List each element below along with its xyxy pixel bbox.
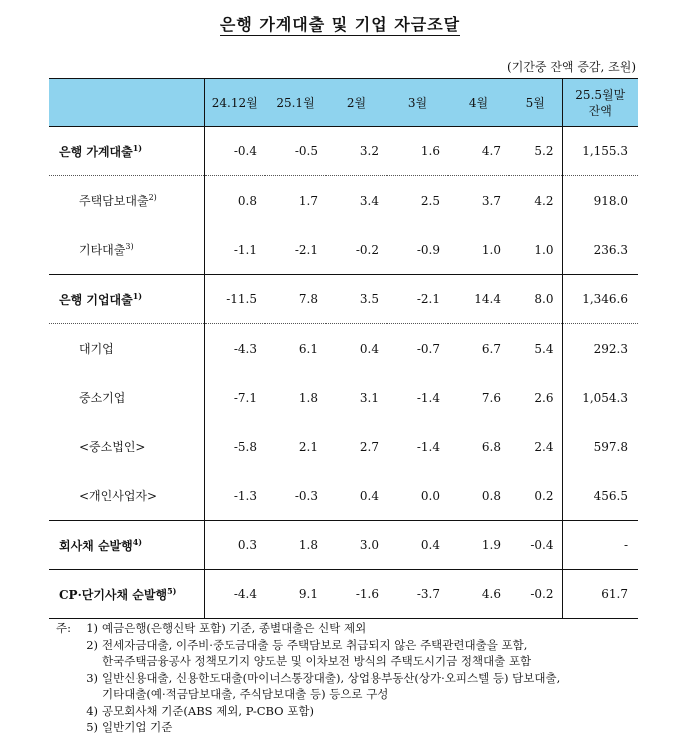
loan-table: [49, 78, 638, 619]
table-row: [49, 176, 638, 226]
value-cell: -1.3: [204, 471, 265, 521]
value-cell: 1.0: [448, 225, 509, 275]
footnote-text: 전세자금대출, 이주비·중도금대출 등 주택담보로 취급되지 않은 주택관련대출을 포함,: [102, 637, 528, 652]
col-header: 2월: [326, 79, 387, 127]
value-cell: 1.0: [509, 225, 562, 275]
value-cell: 5.2: [509, 127, 562, 176]
value-cell: 4.2: [534, 193, 554, 208]
footnote-text: 일반기업 기준: [102, 720, 173, 734]
value-cell: -0.4: [204, 127, 265, 176]
value-cell: 0.2: [509, 471, 562, 521]
balance-header-line2: 잔액: [588, 103, 612, 118]
value-cell: 7.8: [265, 275, 326, 324]
col-header: 4월: [448, 79, 509, 127]
value-cell: -1.1: [204, 225, 265, 275]
footnote-text: 일반신용대출, 신용한도대출(마이너스통장대출), 상업용부동산(상가·오피스텔 등) 담보대출,: [102, 670, 561, 685]
balance-cell: 918.0: [562, 176, 638, 226]
value-cell: -0.2: [326, 225, 387, 275]
value-cell: 2.1: [298, 439, 318, 454]
row-label: [49, 521, 204, 570]
row-label: [49, 127, 204, 176]
row-label-text: <개인사업자>: [79, 489, 158, 503]
table-row: [49, 521, 638, 570]
table-row: [49, 471, 638, 521]
footnotes: [56, 620, 560, 736]
value-cell: 3.1: [359, 390, 379, 405]
value-cell: -1.4: [416, 439, 440, 454]
footnote-number: 5): [86, 720, 98, 734]
value-cell: -0.4: [509, 521, 562, 570]
footnote: [56, 703, 560, 720]
balance-cell: 1,346.6: [562, 275, 638, 324]
value-cell: 0.3: [204, 521, 265, 570]
value-cell: 14.4: [448, 275, 509, 324]
value-cell: 2.4: [534, 439, 554, 454]
value-cell: -0.5: [265, 127, 326, 176]
row-label-text: 기타대출: [79, 243, 126, 257]
footnote-number: 2): [86, 637, 98, 652]
value-cell: -1.6: [326, 570, 387, 619]
footnote-number: 1): [86, 621, 98, 635]
value-cell: 3.7: [481, 193, 501, 208]
value-cell: 1.6: [387, 127, 448, 176]
value-cell: -0.9: [387, 225, 448, 275]
row-label-text: 중소기업: [79, 391, 126, 405]
row-label: [49, 324, 204, 374]
balance-cell: -: [562, 521, 638, 570]
footnote-ref: 3): [125, 242, 134, 251]
value-cell: 3.2: [326, 127, 387, 176]
row-label: [49, 225, 204, 275]
row-label-text: <중소법인>: [79, 440, 146, 454]
value-cell: 0.4: [387, 521, 448, 570]
col-header: 3월: [387, 79, 448, 127]
value-cell: 7.6: [481, 390, 501, 405]
balance-cell: 597.8: [562, 422, 638, 471]
footnote-ref: 1): [132, 290, 143, 301]
table-row: [49, 127, 638, 176]
value-cell: 0.8: [237, 193, 257, 208]
row-label-text: 대기업: [79, 342, 114, 356]
balance-cell: 236.3: [562, 225, 638, 275]
footnote-ref: 4): [132, 536, 143, 547]
balance-header-line1: 25.5월말: [575, 87, 626, 102]
row-label-text: 은행 가계대출: [59, 144, 133, 159]
balance-cell: 61.7: [562, 570, 638, 619]
footnote: [56, 719, 560, 736]
value-cell: 1.8: [265, 521, 326, 570]
value-cell: 6.8: [481, 439, 501, 454]
balance-cell: 456.5: [562, 471, 638, 521]
balance-cell: 1,054.3: [562, 373, 638, 422]
balance-cell: 1,155.3: [562, 127, 638, 176]
value-cell: -0.3: [265, 471, 326, 521]
value-cell: 3.0: [326, 521, 387, 570]
value-cell: 0.4: [326, 471, 387, 521]
row-label: [49, 422, 204, 471]
footnote-text: 예금은행(은행신탁 포함) 기준, 종별대출은 신탁 제외: [102, 621, 367, 635]
row-label: [49, 471, 204, 521]
footnote-continuation: 기타대출(예·적금담보대출, 주식담보대출 등) 등으로 구성: [102, 687, 389, 701]
value-cell: 0.0: [387, 471, 448, 521]
value-cell: 8.0: [509, 275, 562, 324]
row-label: [49, 176, 204, 226]
footnote: [56, 637, 560, 654]
value-cell: 0.4: [359, 341, 379, 356]
col-header: 24.12월: [204, 79, 265, 127]
value-cell: -1.4: [416, 390, 440, 405]
value-cell: 0.8: [448, 471, 509, 521]
footnote: [56, 620, 560, 637]
value-cell: -7.1: [233, 390, 257, 405]
value-cell: 2.5: [420, 193, 440, 208]
footnote-continuation: 한국주택금융공사 정책모기지 양도분 및 이차보전 방식의 주택도시기금 정책대출 포함: [102, 654, 532, 668]
value-cell: 1.7: [298, 193, 318, 208]
page-title: [0, 12, 680, 35]
value-cell: 3.4: [359, 193, 379, 208]
value-cell: -2.1: [387, 275, 448, 324]
table-row: [49, 373, 638, 422]
row-label-text: 회사채 순발행: [59, 538, 133, 553]
value-cell: 4.6: [448, 570, 509, 619]
col-header: 5월: [509, 79, 562, 127]
balance-cell: 292.3: [562, 324, 638, 374]
row-label: [49, 570, 204, 619]
footnote-ref: 5): [167, 585, 177, 596]
title-text: 은행 가계대출 및 기업 자금조달: [219, 15, 461, 34]
header-row: [49, 79, 638, 127]
row-label-text: 주택담보대출: [79, 194, 149, 208]
col-header-balance: [562, 79, 638, 127]
footnote-ref: 1): [132, 142, 143, 153]
table-row: [49, 570, 638, 619]
row-label: [49, 373, 204, 422]
value-cell: 1.9: [448, 521, 509, 570]
row-label-text: 은행 기업대출: [59, 292, 133, 307]
value-cell: 3.5: [326, 275, 387, 324]
table-row: [49, 422, 638, 471]
value-cell: 9.1: [265, 570, 326, 619]
value-cell: 2.7: [359, 439, 379, 454]
footnote-prefix: 주:: [56, 621, 71, 635]
value-cell: -2.1: [265, 225, 326, 275]
footnote-ref: 2): [148, 193, 157, 202]
footnote: [56, 670, 560, 687]
header-blank: [49, 79, 204, 127]
value-cell: 4.7: [448, 127, 509, 176]
value-cell: 1.8: [298, 390, 318, 405]
value-cell: 6.7: [481, 341, 501, 356]
row-label-text: CP·단기사채 순발행: [59, 587, 168, 602]
value-cell: -0.7: [416, 341, 440, 356]
value-cell: -3.7: [387, 570, 448, 619]
unit-note: (기간중 잔액 증감, 조원): [507, 60, 636, 74]
value-cell: 6.1: [298, 341, 318, 356]
value-cell: -4.4: [204, 570, 265, 619]
table-row: [49, 225, 638, 275]
row-label: [49, 275, 204, 324]
value-cell: 2.6: [534, 390, 554, 405]
table-row: [49, 324, 638, 374]
value-cell: 5.4: [534, 341, 554, 356]
footnote-number: 4): [86, 703, 98, 718]
value-cell: -5.8: [233, 439, 257, 454]
col-header: 25.1월: [265, 79, 326, 127]
footnote-number: 3): [86, 670, 98, 685]
value-cell: -11.5: [204, 275, 265, 324]
value-cell: -4.3: [233, 341, 257, 356]
value-cell: -0.2: [509, 570, 562, 619]
footnote-text: 공모회사채 기준(ABS 제외, P-CBO 포함): [102, 703, 314, 718]
table-row: [49, 275, 638, 324]
